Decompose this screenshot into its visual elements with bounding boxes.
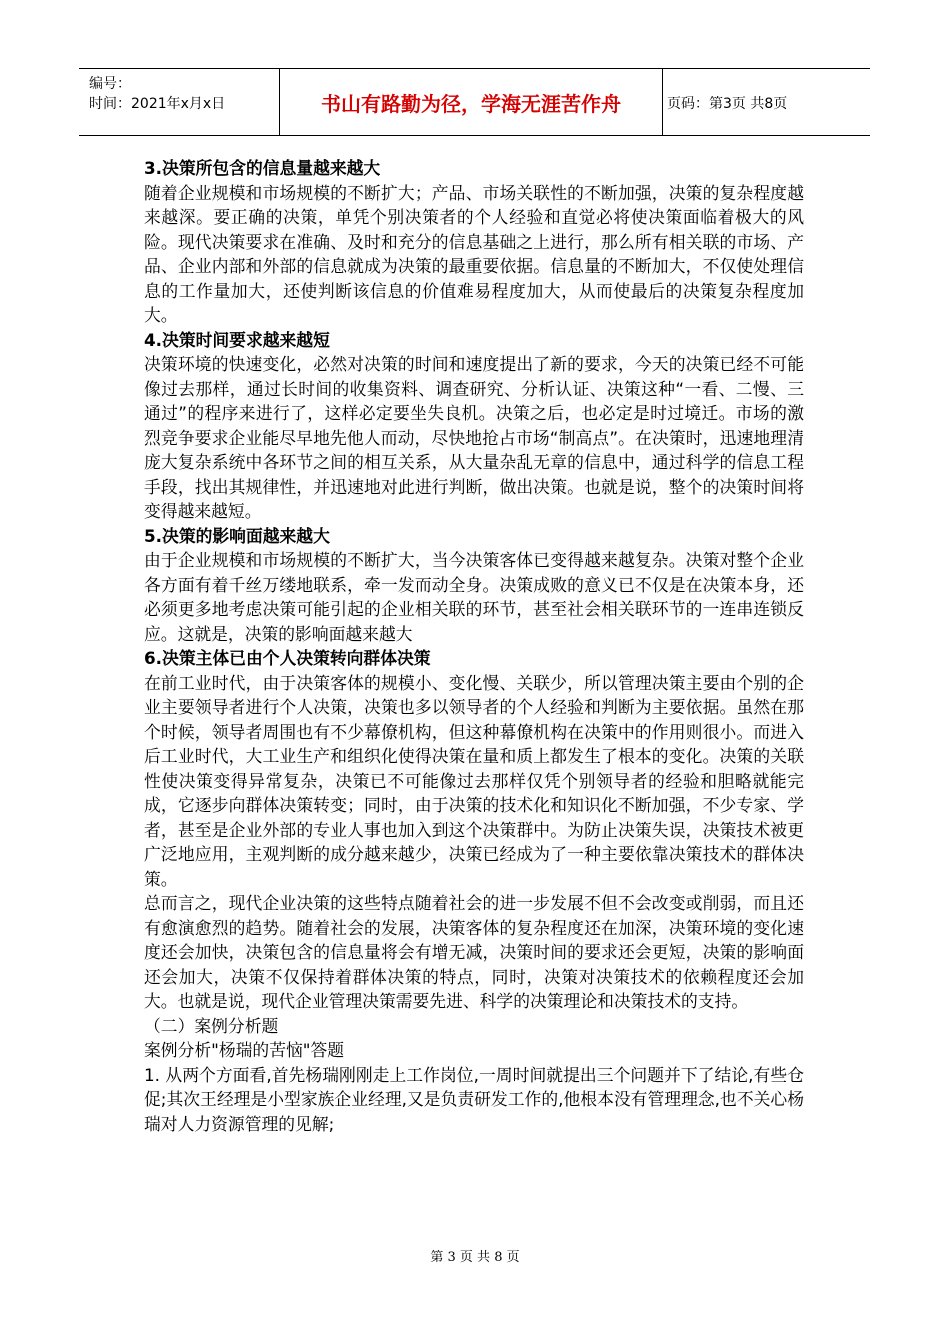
section-heading: 5.决策的影响面越来越大 [144, 525, 330, 546]
body-paragraph: （二）案例分析题 [144, 1015, 279, 1036]
doc-number-label: 编号： [89, 76, 131, 92]
section-heading: 4.决策时间要求越来越短 [144, 329, 330, 350]
header-page-label: 页码：第3页 共8页 [667, 96, 788, 112]
body-paragraph: 总而言之，现代企业决策的这些特点随着社会的进一步发展不但不会改变或削弱，而且还有愈演愈烈的趋势。随着社会的发展，决策客体的复杂程度还在加深，决策环境的变化速度还会加快，决策包含的信息量将会有增无减，决策时间的要求还会更短，决策的影响面还会加大，决策不仅保持着群体决策的特点，同时，决策对决策技术的依赖程度还会加大。也就是说，现代企业管理决策需要先进、科学的决策理论和决策技术的支持。 [144, 893, 804, 1011]
body-paragraph: 随着企业规模和市场规模的不断扩大；产品、市场关联性的不断加强，决策的复杂程度越来越深。要正确的决策，单凭个别决策者的个人经验和直觉必将使决策面临着极大的风险。现代决策要求在准确、及时和充分的信息基础之上进行，那么所有相关联的市场、产品、企业内部和外部的信息就成为决策的最重要依据。信息量的不断加大，不仅使处理信息的工作量加大，还使判断该信息的价值难易程度加大，从而使最后的决策复杂程度加大。 [144, 182, 804, 325]
page-footer: 第 3 页 共 8 页 [430, 1250, 520, 1265]
body-paragraph: 案例分析"杨瑞的苦恼"答题 [144, 1040, 345, 1060]
document-body [144, 156, 804, 1136]
body-paragraph: 在前工业时代，由于决策客体的规模小、变化慢、关联少，所以管理决策主要由个别的企业主要领导者进行个人决策，决策也多以领导者的个人经验和判断为主要依据。虽然在那个时候，领导者周围也有不少幕僚机构，但这种幕僚机构在决策中的作用则很小。而进入后工业时代，大工业生产和组织化使得决策在量和质上都发生了根本的变化。决策的关联性使决策变得异常复杂，决策已不可能像过去那样仅凭个别领导者的经验和胆略就能完成，它逐步向群体决策转变；同时，由于决策的技术化和知识化不断加强，不少专家、学者，甚至是企业外部的专业人事也加入到这个决策群中。为防止决策失误，决策技术被更广泛地应用，主观判断的成分越来越少，决策已经成为了一种主要依靠决策技术的群体决策。 [144, 672, 804, 889]
body-paragraph: 决策环境的快速变化，必然对决策的时间和速度提出了新的要求，今天的决策已经不可能像过去那样，通过长时间的收集资料、调查研究、分析认证、决策这种“一看、二慢、三通过”的程序来进行了，这样必定要坐失良机。决策之后，也必定是时过境迁。市场的激烈竞争要求企业能尽早地先他人而动，尽快地抢占市场“制高点”。在决策时，迅速地理清庞大复杂系统中各环节之间的相互关系，从大量杂乱无章的信息中，通过科学的信息工程手段，找出其规律性，并迅速地对此进行判断，做出决策。也就是说，整个的决策时间将变得越来越短。 [144, 354, 804, 521]
section-heading: 3.决策所包含的信息量越来越大 [144, 158, 381, 178]
body-paragraph: 由于企业规模和市场规模的不断扩大，当今决策客体已变得越来越复杂。决策对整个企业各方面有着千丝万缕地联系，牵一发而动全身。决策成败的意义已不仅是在决策本身，还必须更多地考虑决策可能引起的企业相关联的环节，甚至社会相关联环节的一连串连锁反应。这就是，决策的影响面越来越大 [144, 550, 804, 644]
body-paragraph: 1. 从两个方面看,首先杨瑞刚刚走上工作岗位,一周时间就提出三个问题并下了结论,有些仓促;其次王经理是小型家族企业经理,又是负责研发工作的,他根本没有管理理念,也不关心杨瑞对人力资源管理的见解; [144, 1064, 804, 1134]
page-header [79, 68, 870, 136]
header-meta [89, 74, 225, 114]
doc-date-label: 时间：2021年x月x日 [89, 96, 226, 112]
header-motto: 书山有路勤为径，学海无涯苦作舟 [279, 68, 663, 136]
section-heading: 6.决策主体已由个人决策转向群体决策 [144, 648, 431, 668]
